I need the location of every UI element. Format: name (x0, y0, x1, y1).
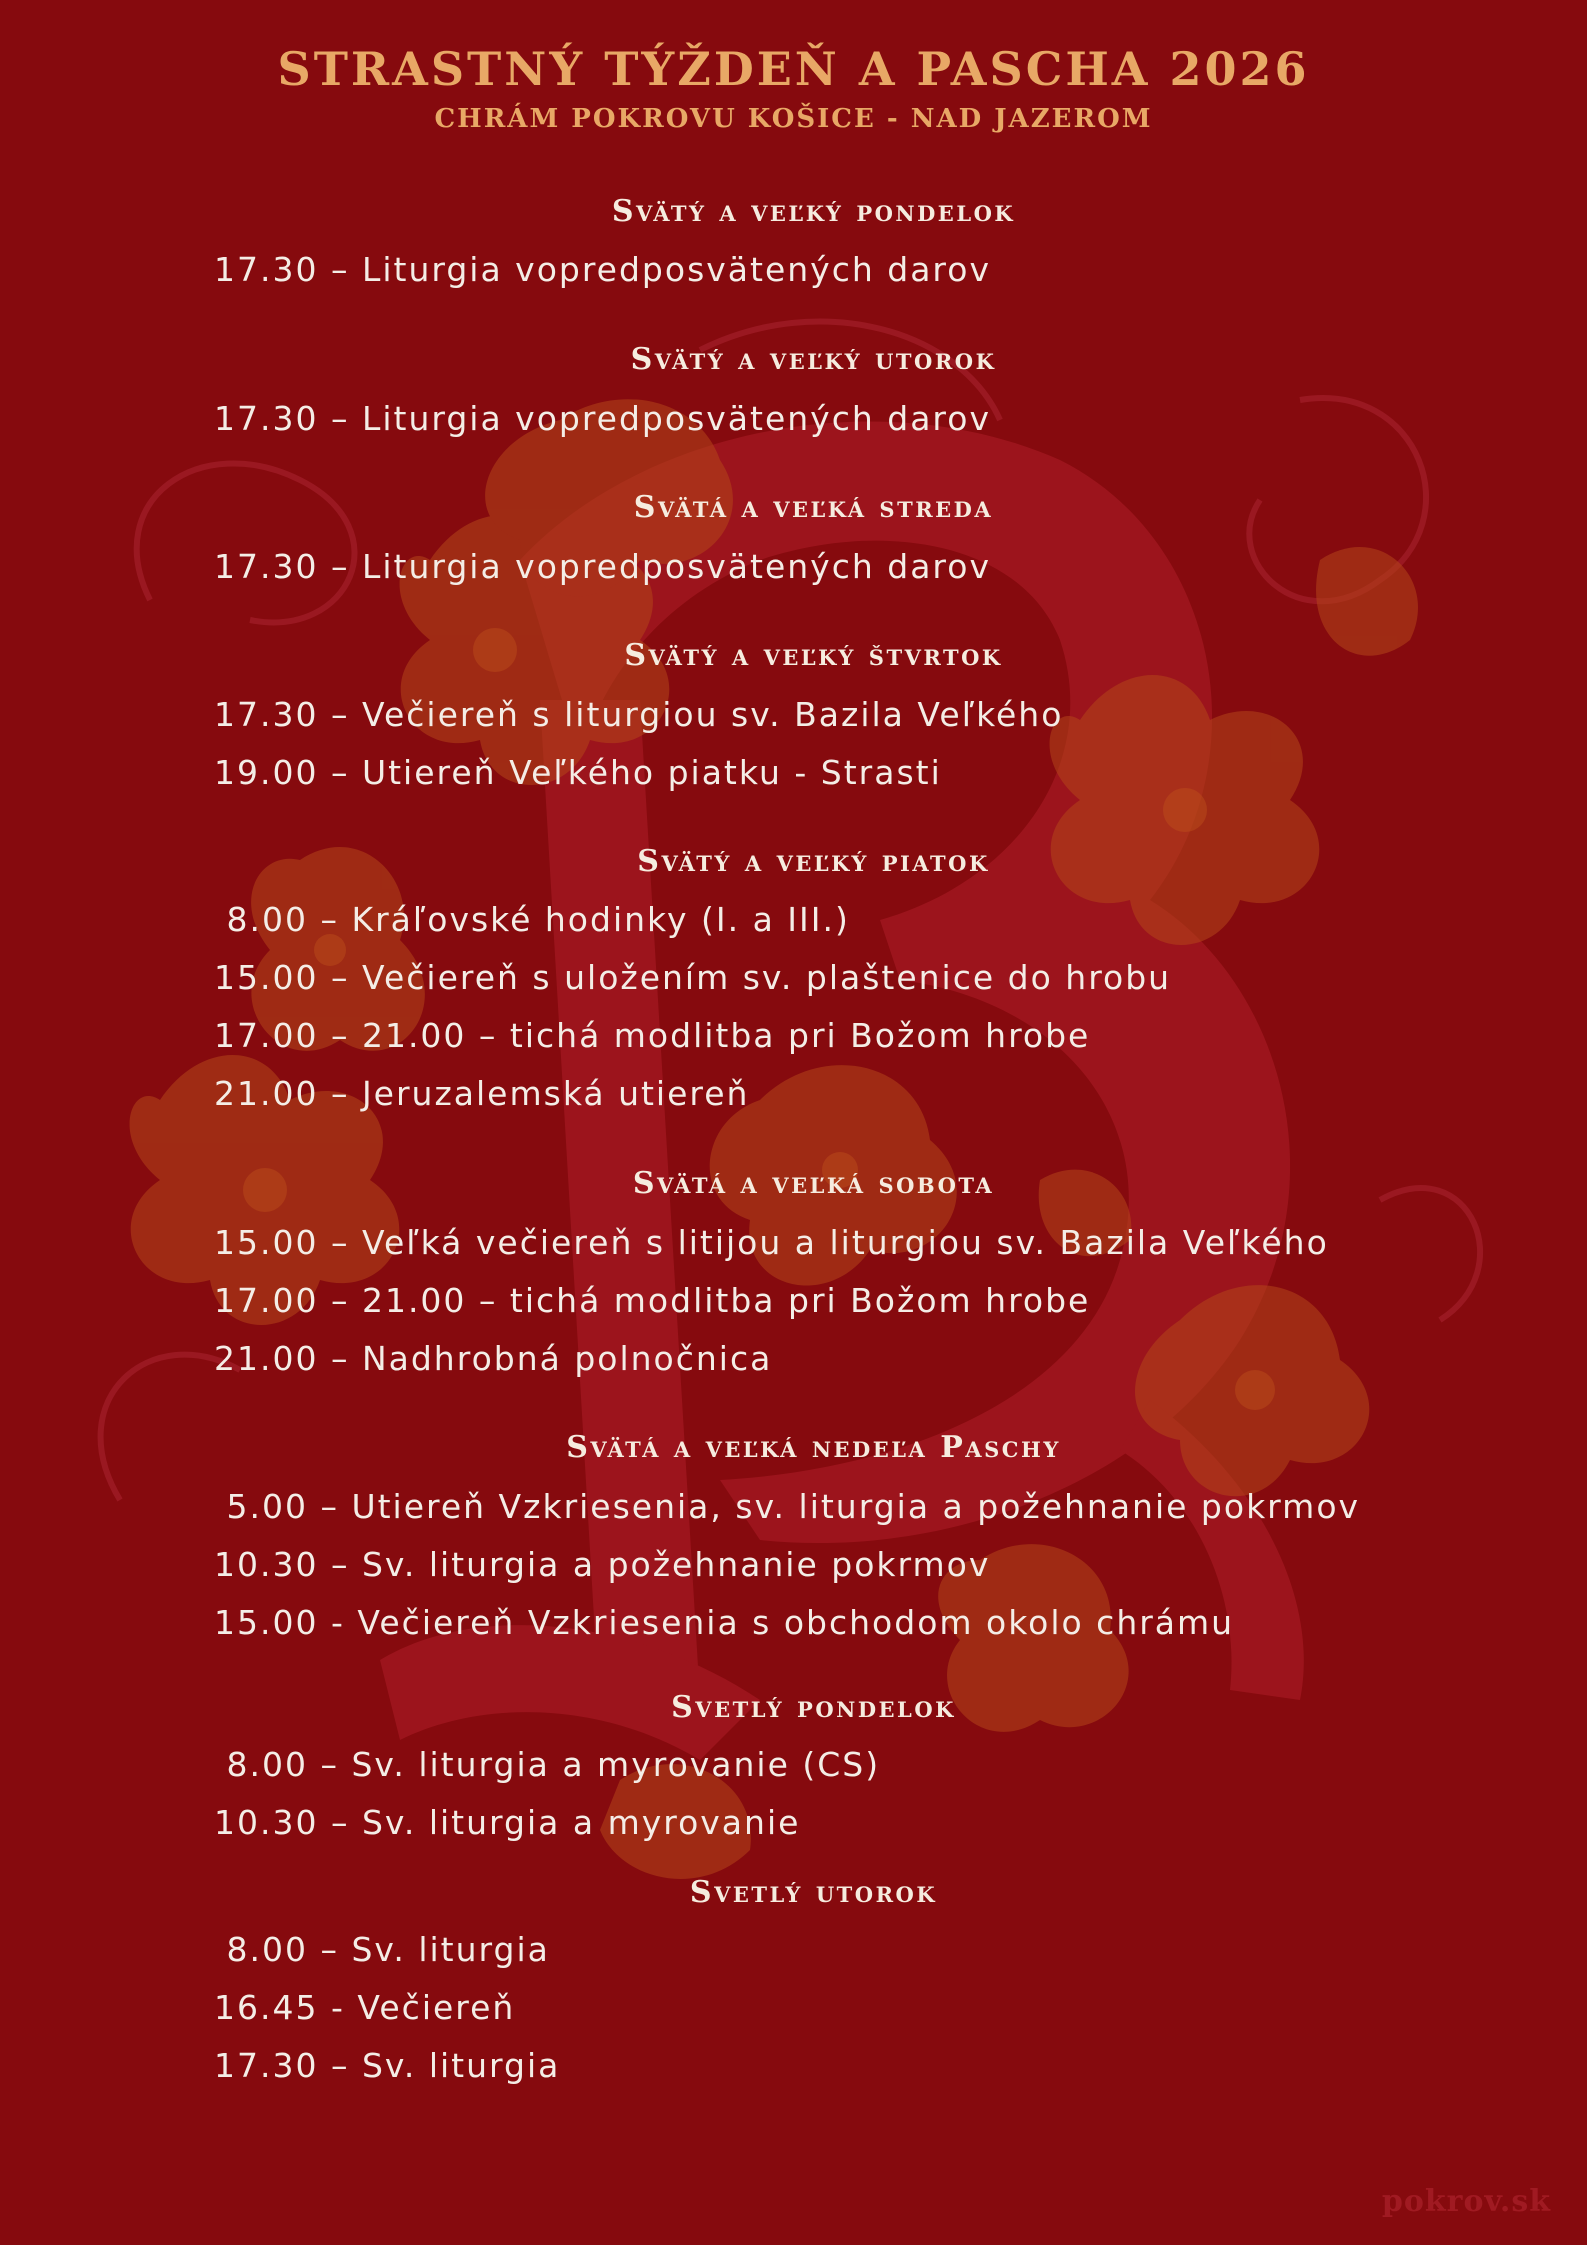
schedule-entry: 5.00 – Utiereň Vzkriesenia, sv. liturgia a požehnanie pokrmov (214, 1487, 1361, 1526)
schedule-entry: 10.30 – Sv. liturgia a myrovanie (214, 1803, 801, 1842)
schedule-entry: 10.30 – Sv. liturgia a požehnanie pokrmov (214, 1545, 991, 1584)
day-heading: Svätý a veľký štvrtok (624, 638, 1003, 673)
day-heading: Svätý a veľký utorok (630, 342, 997, 377)
schedule-entry: 19.00 – Utiereň Veľkého piatku - Strasti (214, 753, 942, 792)
site-watermark: pokrov.sk (1381, 2184, 1551, 2219)
schedule-entry: 16.45 - Večiereň (214, 1988, 516, 2027)
day-heading: Svätý a veľký piatok (637, 844, 990, 879)
schedule-entry: 17.30 – Liturgia vopredposvätených darov (214, 547, 991, 586)
schedule-entry: 15.00 – Veľká večiereň s litijou a liturgiou sv. Bazila Veľkého (214, 1223, 1329, 1262)
day-heading: Svätá a veľká nedeľa Paschy (566, 1430, 1061, 1465)
schedule-entry: 17.30 – Liturgia vopredposvätených darov (214, 250, 991, 289)
schedule-entry: 8.00 – Kráľovské hodinky (I. a III.) (214, 900, 850, 939)
schedule-entry: 17.00 – 21.00 – tichá modlitba pri Božom hrobe (214, 1281, 1091, 1320)
schedule-entry: 21.00 – Jeruzalemská utiereň (214, 1074, 750, 1113)
schedule-entry: 17.00 – 21.00 – tichá modlitba pri Božom hrobe (214, 1016, 1091, 1055)
schedule-entry: 8.00 – Sv. liturgia a myrovanie (CS) (214, 1745, 881, 1784)
day-heading: Svetlý utorok (689, 1875, 938, 1910)
schedule-entry: 17.30 – Sv. liturgia (214, 2046, 561, 2085)
page-title: STRASTNÝ TÝŽDEŇ A PASCHA 2026 (277, 42, 1310, 96)
day-heading: Svätý a veľký pondelok (611, 194, 1016, 229)
day-heading: Svätá a veľká sobota (632, 1166, 995, 1201)
schedule-entry: 21.00 – Nadhrobná polnočnica (214, 1339, 773, 1378)
page-subtitle: CHRÁM POKROVU KOŠICE - NAD JAZEROM (434, 104, 1153, 134)
schedule-entry: 8.00 – Sv. liturgia (214, 1930, 550, 1969)
schedule-entry: 17.30 – Liturgia vopredposvätených darov (214, 399, 991, 438)
schedule-entry: 17.30 – Večiereň s liturgiou sv. Bazila Veľkého (214, 695, 1064, 734)
schedule-entry: 15.00 - Večiereň Vzkriesenia s obchodom okolo chrámu (214, 1603, 1235, 1642)
schedule-entry: 15.00 – Večiereň s uložením sv. plaštenice do hrobu (214, 958, 1172, 997)
day-heading: Svetlý pondelok (671, 1690, 956, 1725)
day-heading: Svätá a veľká streda (633, 490, 994, 525)
